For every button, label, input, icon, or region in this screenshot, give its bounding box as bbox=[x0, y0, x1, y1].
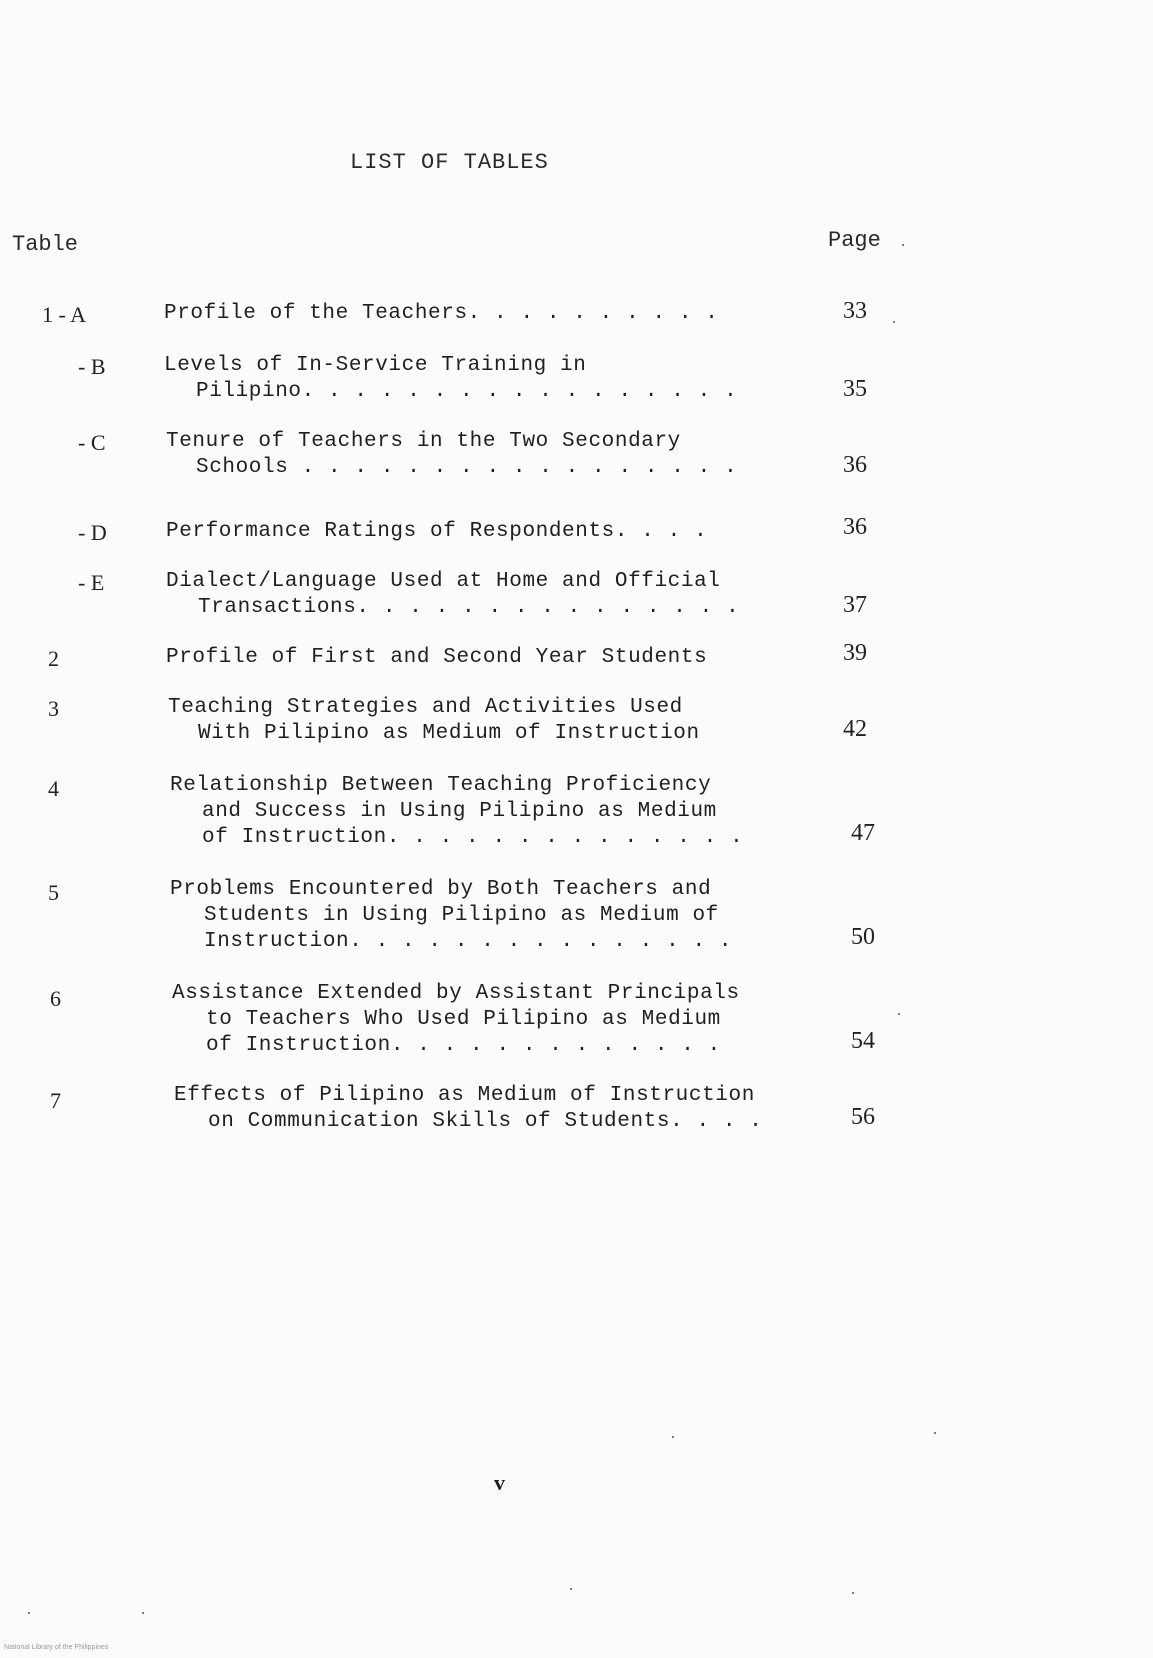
entry-title-line: Tenure of Teachers in the Two Secondary bbox=[166, 430, 681, 453]
entry-page: 36 bbox=[843, 452, 867, 478]
entry-title-line: Relationship Between Teaching Proficiency bbox=[170, 774, 712, 797]
scan-speck bbox=[898, 1013, 900, 1015]
scan-speck bbox=[902, 244, 904, 246]
entry-title-line: Students in Using Pilipino as Medium of bbox=[204, 904, 719, 927]
entry-page: 37 bbox=[843, 592, 867, 618]
entry-number: - E bbox=[78, 570, 105, 595]
entry-page: 54 bbox=[851, 1028, 875, 1054]
entry-number: 1 - A bbox=[42, 302, 86, 327]
entry-title-line: of Instruction. . . . . . . . . . . . . . bbox=[202, 826, 744, 849]
scan-speck bbox=[893, 321, 895, 323]
entry-title-line: Problems Encountered by Both Teachers and bbox=[170, 878, 712, 901]
entry-title-line: Transactions. . . . . . . . . . . . . . . bbox=[198, 596, 740, 619]
entry-title-line: Performance Ratings of Respondents. . . . bbox=[166, 520, 708, 543]
entry-title-line: to Teachers Who Used Pilipino as Medium bbox=[206, 1008, 721, 1031]
entry-number: 6 bbox=[50, 986, 61, 1011]
scan-speck bbox=[142, 1612, 144, 1614]
page-title: LIST OF TABLES bbox=[350, 150, 549, 175]
scan-speck bbox=[852, 1592, 854, 1594]
entry-title-line: With Pilipino as Medium of Instruction bbox=[198, 722, 700, 745]
scan-speck bbox=[934, 1432, 936, 1434]
entry-title-line: and Success in Using Pilipino as Medium bbox=[202, 800, 717, 823]
table-column-header: Table bbox=[12, 232, 79, 257]
scan-footer: National Library of the Philippines bbox=[4, 1644, 109, 1651]
entry-title-line: Dialect/Language Used at Home and Official bbox=[166, 570, 721, 593]
entry-page: 42 bbox=[843, 716, 867, 742]
entry-page: 47 bbox=[851, 820, 875, 846]
entry-page: 33 bbox=[843, 298, 867, 324]
entry-page: 35 bbox=[843, 376, 867, 402]
scan-speck bbox=[28, 1612, 30, 1614]
entry-title-line: of Instruction. . . . . . . . . . . . . bbox=[206, 1034, 721, 1057]
entry-page: 36 bbox=[843, 514, 867, 540]
entry-page: 56 bbox=[851, 1104, 875, 1130]
page-column-header: Page bbox=[828, 228, 881, 253]
entry-number: 2 bbox=[48, 646, 59, 671]
scan-speck bbox=[672, 1436, 674, 1438]
entry-title-line: Levels of In-Service Training in bbox=[164, 354, 587, 377]
entry-title-line: on Communication Skills of Students. . . . bbox=[208, 1110, 763, 1133]
entry-title-line: Effects of Pilipino as Medium of Instruction bbox=[174, 1084, 755, 1107]
entry-number: - D bbox=[78, 520, 107, 545]
entry-title-line: Schools . . . . . . . . . . . . . . . . . bbox=[196, 456, 738, 479]
entry-page: 39 bbox=[843, 640, 867, 666]
entry-number: 4 bbox=[48, 776, 59, 801]
scan-speck bbox=[570, 1588, 572, 1590]
entry-title-line: Assistance Extended by Assistant Principals bbox=[172, 982, 740, 1005]
entry-title-line: Instruction. . . . . . . . . . . . . . . bbox=[204, 930, 733, 953]
entry-number: - B bbox=[78, 354, 106, 379]
page-number: v bbox=[494, 1470, 505, 1495]
entry-title-line: Teaching Strategies and Activities Used bbox=[168, 696, 683, 719]
entry-page: 50 bbox=[851, 924, 875, 950]
entry-number: - C bbox=[78, 430, 106, 455]
entry-title-line: Profile of First and Second Year Students bbox=[166, 646, 708, 669]
entry-title-line: Profile of the Teachers. . . . . . . . . . bbox=[164, 302, 719, 325]
entry-title-line: Pilipino. . . . . . . . . . . . . . . . . bbox=[196, 380, 738, 403]
entry-number: 7 bbox=[50, 1088, 61, 1113]
entry-number: 3 bbox=[48, 696, 59, 721]
entry-number: 5 bbox=[48, 880, 59, 905]
